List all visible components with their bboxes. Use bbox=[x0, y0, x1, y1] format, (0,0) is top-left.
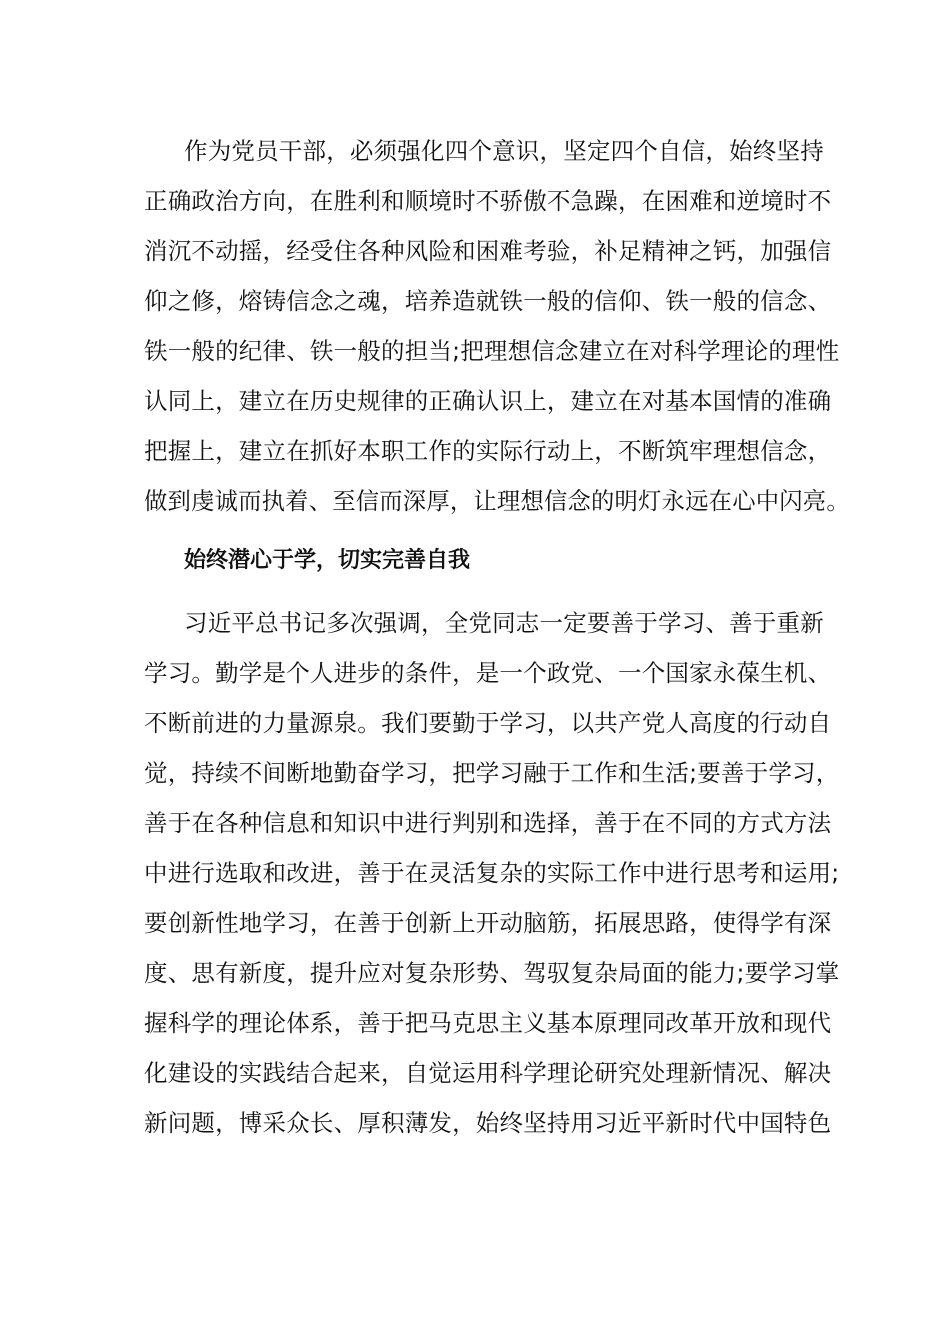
paragraph-2-line-11: 新问题，博采众长、厚积薄发，始终坚持用习近平新时代中国特色 bbox=[144, 1109, 832, 1137]
paragraph-1-line-4: 仰之修，熔铸信念之魂，培养造就铁一般的信仰、铁一般的信念、 bbox=[144, 287, 832, 315]
paragraph-2-line-5: 善于在各种信息和知识中进行判别和选择，善于在不同的方式方法 bbox=[144, 809, 832, 837]
paragraph-2-line-2: 学习。勤学是个人进步的条件，是一个政党、一个国家永葆生机、 bbox=[144, 659, 832, 687]
paragraph-1-line-7: 把握上，建立在抓好本职工作的实际行动上，不断筑牢理想信念， bbox=[144, 437, 832, 465]
paragraph-1-line-1: 作为党员干部，必须强化四个意识，坚定四个自信，始终坚持 bbox=[184, 137, 824, 165]
paragraph-2-line-8: 度、思有新度，提升应对复杂形势、驾驭复杂局面的能力;要学习掌 bbox=[144, 959, 840, 987]
paragraph-1-line-6: 认同上，建立在历史规律的正确认识上，建立在对基本国情的准确 bbox=[144, 387, 832, 415]
paragraph-1-line-5: 铁一般的纪律、铁一般的担当;把理想信念建立在对科学理论的理性 bbox=[144, 337, 840, 365]
paragraph-1-line-3: 消沉不动摇，经受住各种风险和困难考验，补足精神之钙，加强信 bbox=[144, 237, 832, 265]
paragraph-2-line-10: 化建设的实践结合起来，自觉运用科学理论研究处理新情况、解决 bbox=[144, 1059, 832, 1087]
paragraph-1-line-8: 做到虔诚而执着、至信而深厚，让理想信念的明灯永远在心中闪亮。 bbox=[144, 487, 850, 515]
paragraph-2-line-4: 觉，持续不间断地勤奋学习，把学习融于工作和生活;要善于学习， bbox=[144, 759, 840, 787]
paragraph-2-line-3: 不断前进的力量源泉。我们要勤于学习，以共产党人高度的行动自 bbox=[144, 709, 832, 737]
section-heading: 始终潜心于学，切实完善自我 bbox=[184, 548, 471, 573]
paragraph-2-line-6: 中进行选取和改进，善于在灵活复杂的实际工作中进行思考和运用; bbox=[144, 859, 840, 887]
paragraph-2-line-7: 要创新性地学习，在善于创新上开动脑筋，拓展思路，使得学有深 bbox=[144, 909, 832, 937]
paragraph-2-line-1: 习近平总书记多次强调，全党同志一定要善于学习、善于重新 bbox=[184, 609, 824, 637]
paragraph-2-line-9: 握科学的理论体系，善于把马克思主义基本原理同改革开放和现代 bbox=[144, 1009, 832, 1037]
paragraph-1-line-2: 正确政治方向，在胜利和顺境时不骄傲不急躁，在困难和逆境时不 bbox=[144, 187, 832, 215]
